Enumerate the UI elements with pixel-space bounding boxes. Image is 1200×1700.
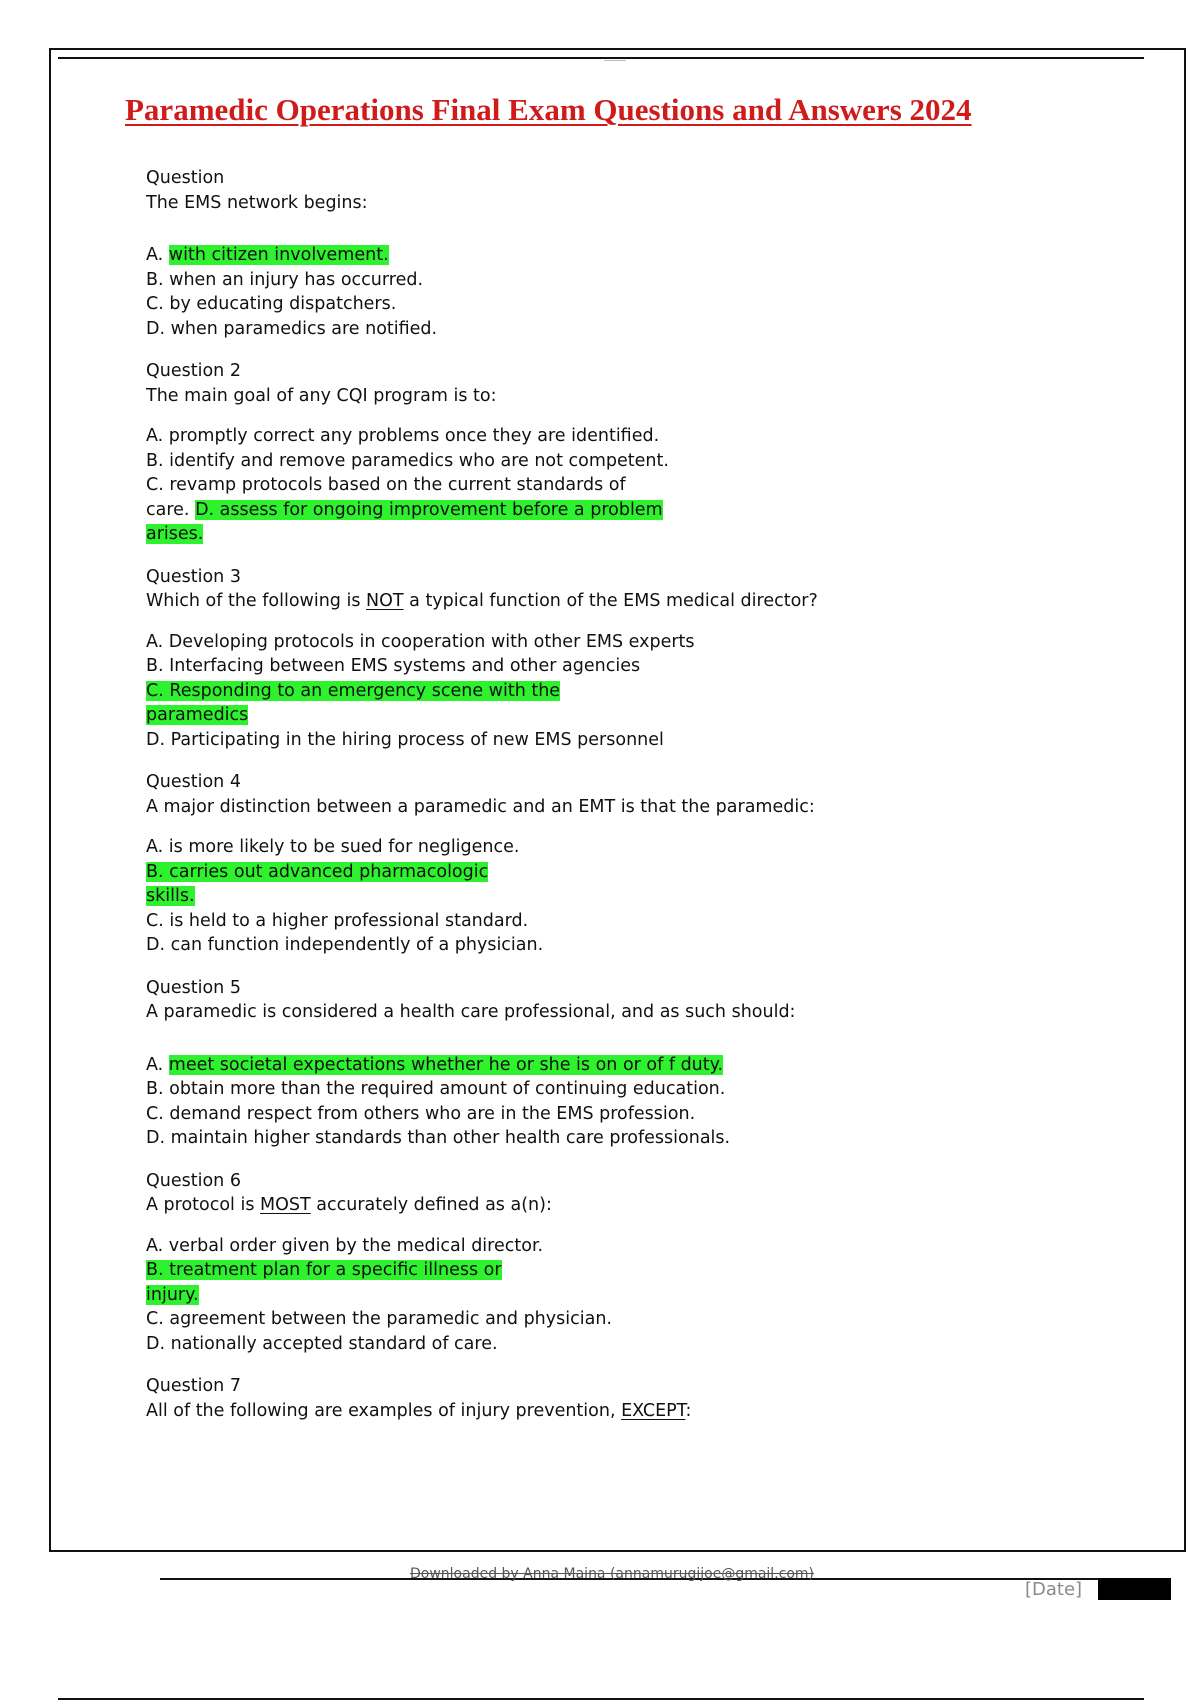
option-d: D. can function independently of a physician.	[146, 935, 544, 955]
option-b: B. Interfacing between EMS systems and other agencies	[146, 656, 641, 676]
option-b	[146, 860, 1146, 885]
question-4	[146, 770, 1146, 958]
question-text: A protocol is MOST accurately defined as a(n):	[146, 1195, 552, 1215]
question-text: All of the following are examples of injury prevention, EXCEPT:	[146, 1400, 692, 1421]
option-a: A. promptly correct any problems once they are identified.	[146, 426, 660, 446]
option-a: A. with citizen involvement.	[146, 245, 389, 265]
question-number: Question 4	[146, 772, 241, 792]
option-a: A. Developing protocols in cooperation with other EMS experts	[146, 631, 695, 652]
question-text: The EMS network begins:	[146, 192, 368, 213]
option-d-continued	[146, 522, 1146, 547]
question-1	[146, 166, 1146, 341]
option-c: C. by educating dispatchers.	[146, 294, 397, 314]
option-c: C. demand respect from others who are in the EMS profession.	[146, 1103, 696, 1124]
option-c: C. revamp protocols based on the current standards of	[146, 475, 626, 495]
option-b: B. when an injury has occurred.	[146, 269, 424, 290]
correct-answer-highlight: skills.	[146, 886, 195, 906]
option-c-continued: care. D. assess for ongoing improvement before a problem	[146, 499, 663, 520]
correct-answer-highlight: B. treatment plan for a specific illness or	[146, 1260, 502, 1280]
document-title: Paramedic Operations Final Exam Questions and Answers 2024	[125, 92, 972, 127]
option-c-continued	[146, 703, 1146, 728]
question-7	[146, 1374, 1146, 1423]
question-number: Question 7	[146, 1376, 241, 1396]
question-text: A paramedic is considered a health care professional, and as such should:	[146, 1002, 796, 1022]
option-c: C. is held to a higher professional standard.	[146, 910, 529, 931]
option-b: B. identify and remove paramedics who are not competent.	[146, 450, 669, 471]
top-rule	[58, 57, 1144, 59]
question-number: Question 3	[146, 566, 241, 587]
question-text: Which of the following is NOT a typical function of the EMS medical director?	[146, 591, 818, 611]
question-5	[146, 976, 1146, 1151]
correct-answer-highlight: arises.	[146, 524, 204, 544]
question-3	[146, 565, 1146, 753]
correct-answer-highlight: C. Responding to an emergency scene with the	[146, 680, 561, 701]
correct-answer-highlight: D. assess for ongoing improvement before a problem	[195, 499, 663, 520]
emphasis-word: EXCEPT	[621, 1400, 686, 1421]
option-d: D. when paramedics are notified.	[146, 318, 438, 339]
footer-date: [Date]	[1025, 1579, 1083, 1600]
correct-answer-highlight: paramedics	[146, 705, 249, 725]
question-list	[146, 166, 1146, 1441]
option-b: B. obtain more than the required amount of continuing education.	[146, 1079, 726, 1099]
question-number: Question 5	[146, 977, 241, 998]
correct-answer-highlight: B. carries out advanced pharmacologic	[146, 861, 489, 882]
option-c: C. agreement between the paramedic and physician.	[146, 1309, 612, 1329]
correct-answer-highlight: meet societal expectations whether he or she is on or of f duty.	[168, 1054, 724, 1075]
top-mark	[604, 60, 626, 61]
correct-answer-highlight: injury.	[146, 1284, 199, 1305]
question-text: The main goal of any CQI program is to:	[146, 385, 497, 406]
question-2	[146, 359, 1146, 547]
footer-black-block	[1098, 1578, 1171, 1600]
option-a: A. meet societal expectations whether he or she is on or of f duty.	[146, 1054, 724, 1075]
download-watermark: Downloaded by Anna Maina (annamurugijoe@gmail.com)	[410, 1566, 815, 1582]
option-d: D. maintain higher standards than other health care professionals.	[146, 1128, 731, 1148]
option-b-continued	[146, 1283, 1146, 1308]
emphasis-word: NOT	[366, 591, 404, 611]
question-text: A major distinction between a paramedic and an EMT is that the paramedic:	[146, 796, 815, 817]
option-d: D. nationally accepted standard of care.	[146, 1333, 498, 1354]
correct-answer-highlight: with citizen involvement.	[168, 245, 389, 265]
question-number: Question	[146, 168, 225, 188]
question-number: Question 6	[146, 1170, 241, 1191]
option-c	[146, 679, 1146, 704]
option-b	[146, 1258, 1146, 1283]
emphasis-word: MOST	[260, 1195, 311, 1215]
option-d: D. Participating in the hiring process of new EMS personnel	[146, 729, 664, 750]
option-b-continued	[146, 884, 1146, 909]
option-a: A. is more likely to be sued for negligence.	[146, 837, 520, 857]
question-6	[146, 1169, 1146, 1357]
option-a: A. verbal order given by the medical director.	[146, 1235, 544, 1256]
question-number: Question 2	[146, 361, 241, 381]
